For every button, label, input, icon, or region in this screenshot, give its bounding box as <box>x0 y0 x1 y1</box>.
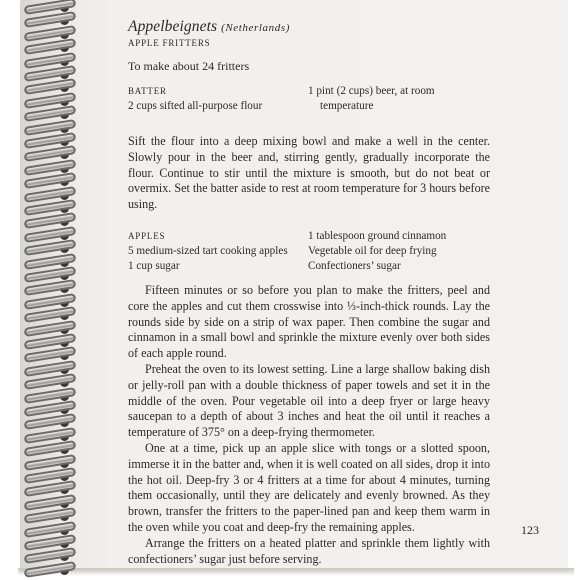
recipe-yield: To make about 24 fritters <box>128 59 250 73</box>
ingredient-line: 1 tablespoon ground cinnamon <box>308 229 447 242</box>
spiral-coil <box>24 561 77 578</box>
apple-ingredients <box>128 229 490 275</box>
recipe-title-line <box>128 18 490 37</box>
batter-instructions: Sift the flour into a deep mixing bowl and make a well in the center. Slowly pour in the beer and, stirring gently, gradually incorporate the flour. Continue to stir until the mixture is smooth, but do not beat or overmix. Set the batter aside to rest at room temperature for 3 hours before using. <box>128 134 491 212</box>
page-edge-shadow <box>18 568 574 576</box>
batter-column-right <box>308 84 435 114</box>
batter-heading: BATTER <box>128 86 167 96</box>
recipe-text-block <box>128 18 490 567</box>
instruction-paragraph: Fifteen minutes or so before you plan to make the fritters, peel and core the apples and cut them crosswise into ⅓-inch-thick rounds. Lay the rounds side by side on a strip of wax paper. Then combine the sugar and cinnamon in a small bowl and sprinkle the mixture evenly over both sides of each apple round. <box>128 282 490 361</box>
recipe-title: Appelbeignets <box>128 18 218 35</box>
apples-heading: APPLES <box>128 230 166 241</box>
ingredient-line: Confectioners’ sugar <box>308 259 401 272</box>
page-number: 123 <box>521 523 539 537</box>
ingredient-line: 1 pint (2 cups) beer, at room <box>308 85 435 97</box>
spiral-binding <box>0 0 82 580</box>
instruction-paragraph: Preheat the oven to its lowest setting. Line a large shallow baking dish or jelly-roll pan with a double thickness of paper towels and set it in the middle of the oven. Pour vegetable oil into a deep fryer or large heavy saucepan to a depth of about 3 inches and heat the oil until it reaches a temperature of 375° on a deep-frying thermometer. <box>128 361 490 440</box>
ingredient-line: 5 medium-sized tart cooking apples <box>128 244 288 257</box>
ingredient-line: 2 cups sifted all-purpose flour <box>128 100 263 112</box>
recipe-country: (Netherlands) <box>221 22 290 34</box>
ingredient-line: Vegetable oil for deep frying <box>308 244 437 257</box>
batter-ingredients <box>128 84 490 124</box>
ingredient-line-continued: temperature <box>320 100 374 112</box>
ingredient-line: 1 cup sugar <box>128 259 180 272</box>
apples-column-right <box>308 229 446 273</box>
instruction-paragraph: Arrange the fritters on a heated platter and sprinkle them lightly with confectioners’ sugar just before serving. <box>128 535 490 566</box>
instruction-paragraph: One at a time, pick up an apple slice with tongs or a slotted spoon, immerse it in the batter and, when it is well coated on all sides, drop it into the hot oil. Deep-fry 3 or 4 fritters at a time for about 4 minutes, turning them occasionally, until they are delicately and evenly browned. As they brown, transfer the fritters to the paper-lined pan and keep them warm in the oven while you coat and deep-fry the remaining apples. <box>128 440 490 534</box>
recipe-subtitle: APPLE FRITTERS <box>128 38 211 48</box>
